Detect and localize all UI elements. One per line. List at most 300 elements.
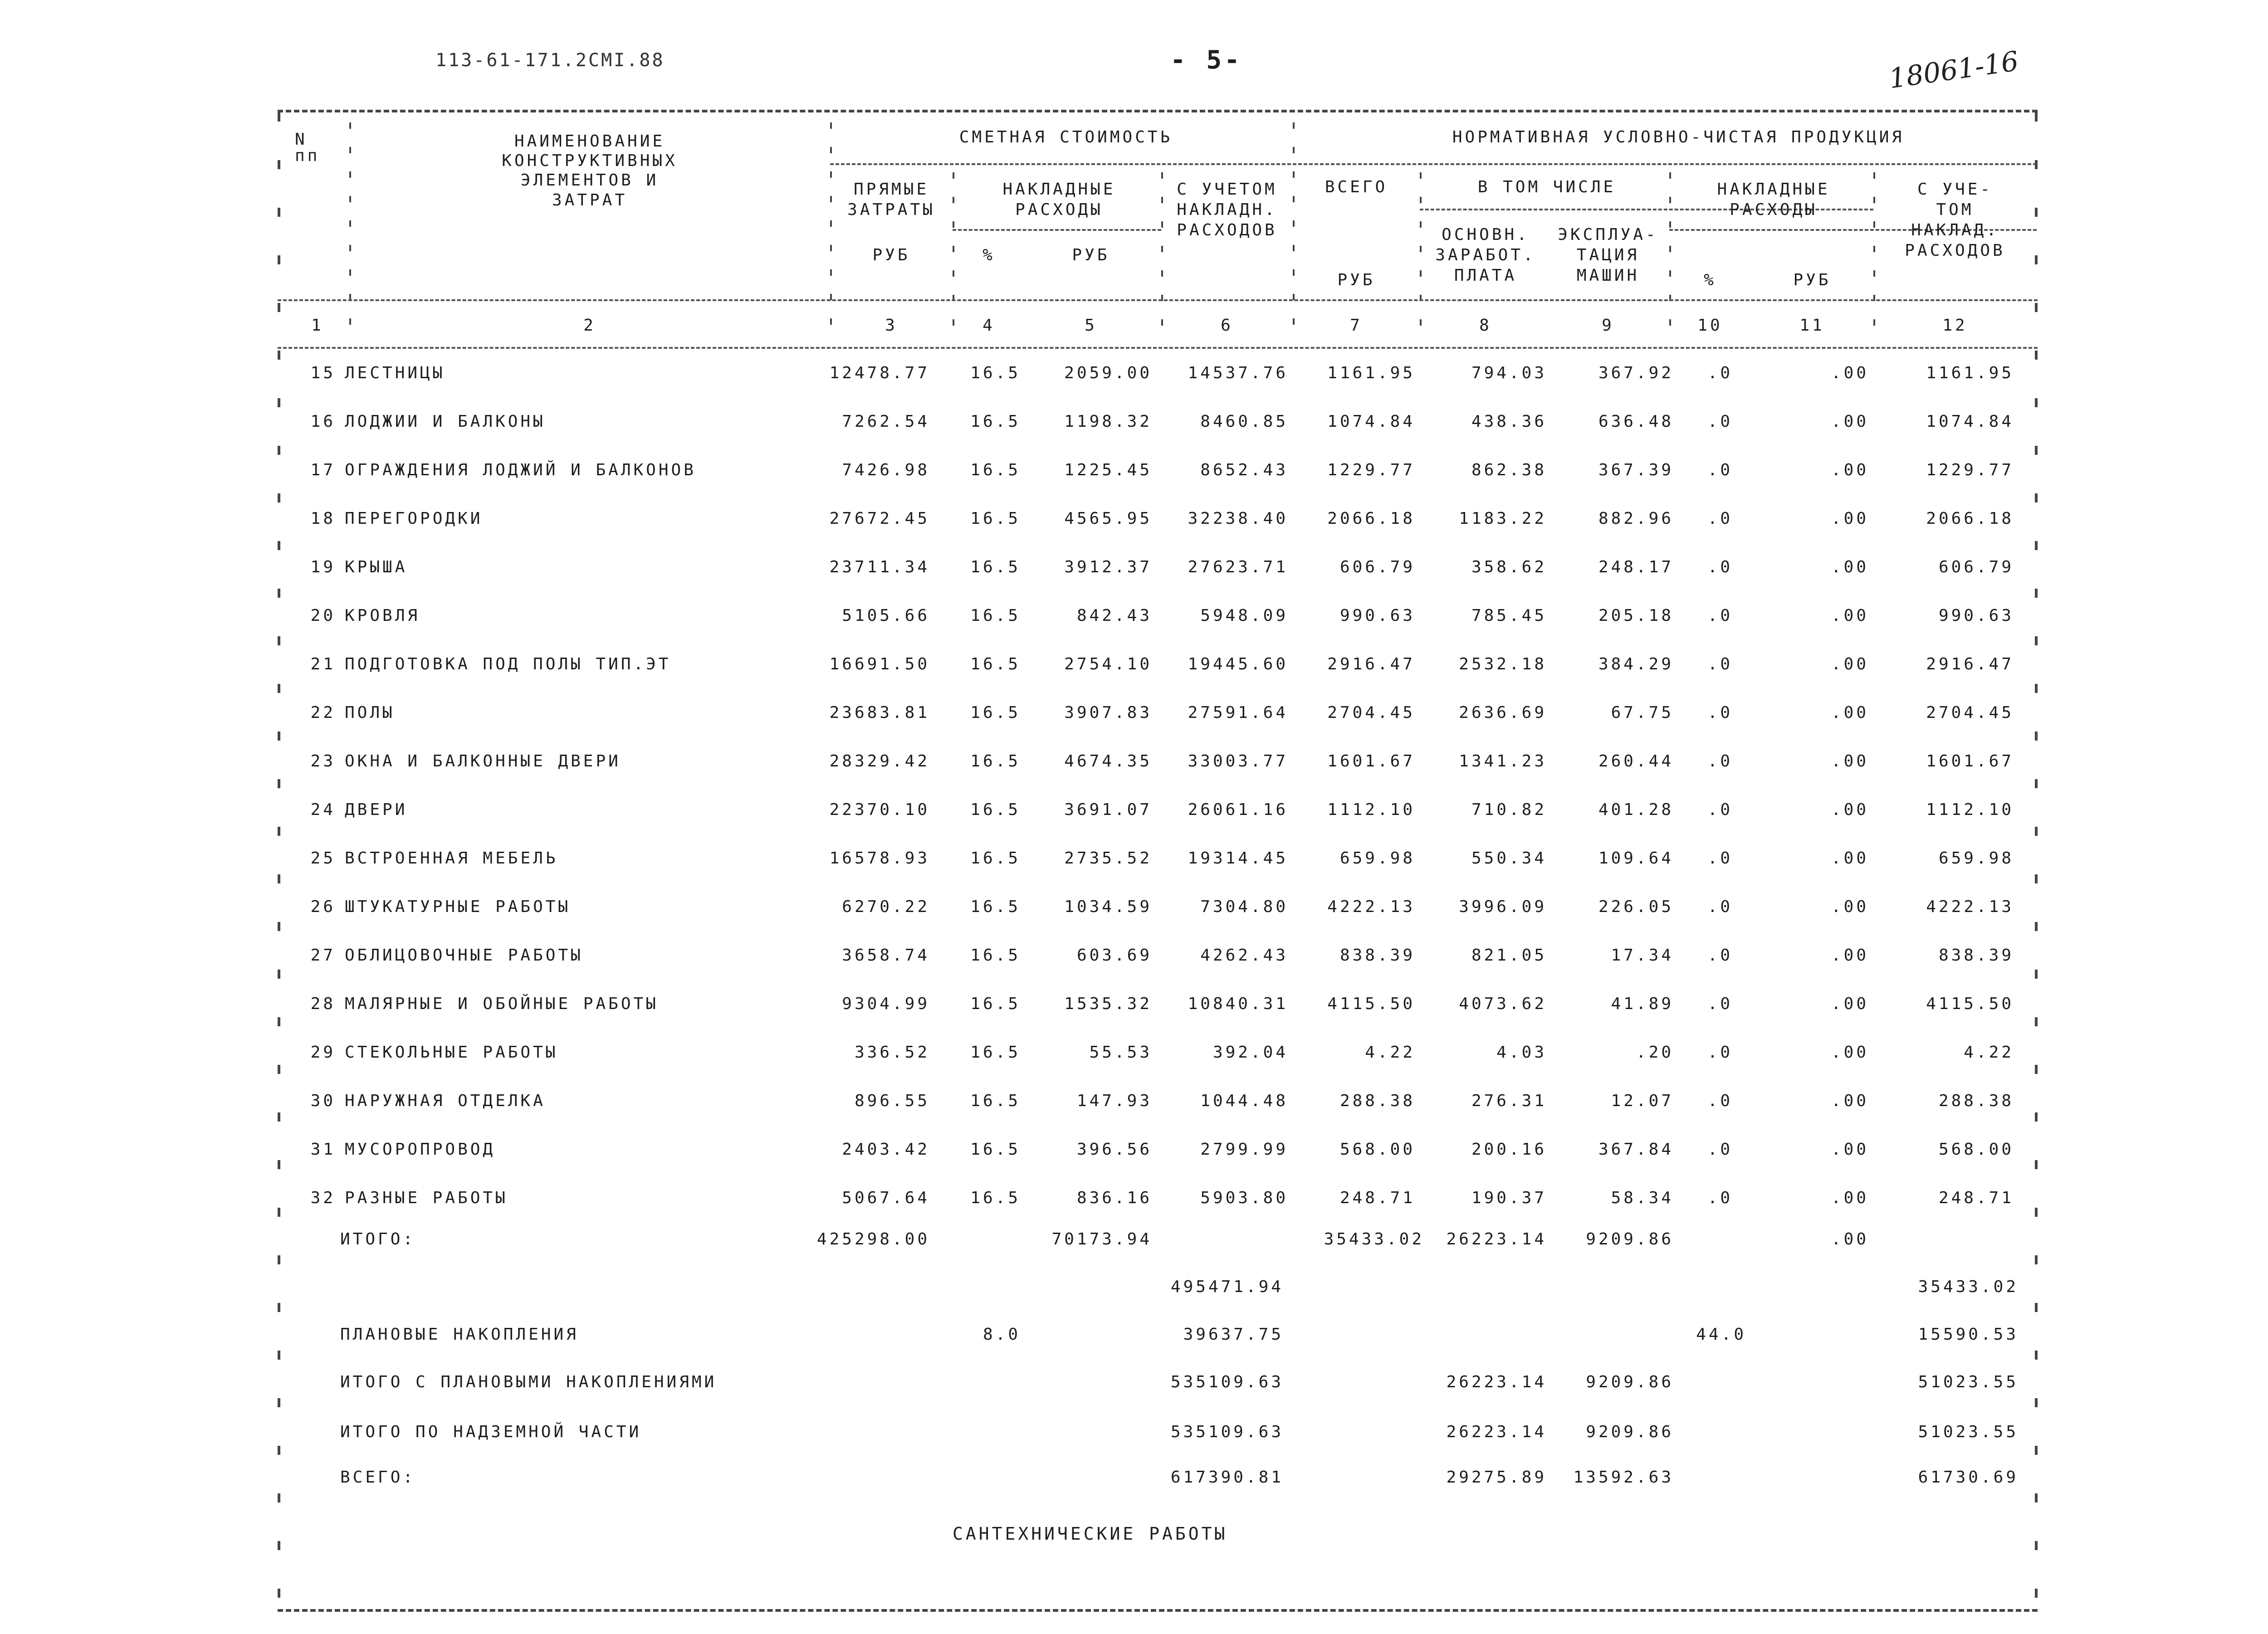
row-machines: 205.18 [1598,606,1674,625]
row-name: ПЕРЕГОРОДКИ [345,509,483,528]
row-number: 27 [310,946,336,965]
row-overhead-pct: 16.5 [970,849,1021,868]
row-number: 28 [310,995,336,1013]
row-name: МУСОРОПРОВОД [345,1140,496,1159]
row-overhead-rub: 1225.45 [1064,461,1152,479]
row-number: 31 [310,1140,336,1159]
header-name: НАИМЕНОВАНИЕ КОНСТРУКТИВНЫХ ЭЛЕМЕНТОВ И ЗАТРАТ [502,132,678,210]
row-with-overhead: 33003.77 [1188,752,1288,771]
row-base-pay: 190.37 [1471,1189,1547,1207]
row-with-overhead: 14537.76 [1188,364,1288,382]
row-overhead-pct: 16.5 [970,655,1021,673]
row-base-pay: 550.34 [1471,849,1547,868]
row-with-overhead: 5903.80 [1200,1189,1288,1207]
itogo-mach: 9209.86 [1586,1230,1674,1249]
header-rule [953,229,1161,233]
row-overhead-pct: 16.5 [970,1140,1021,1159]
row-number: 17 [310,461,336,479]
row-norm-pct: .0 [1707,703,1733,722]
row-norm-rub: .00 [1831,752,1869,771]
row-norm-with: 4222.13 [1926,897,2014,916]
header-rule [278,347,2038,351]
next-section-title: САНТЕХНИЧЕСКИЕ РАБОТЫ [953,1524,1228,1544]
row-overhead-pct: 16.5 [970,752,1021,771]
row-total: 1161.95 [1327,364,1415,382]
row-number: 15 [310,364,336,382]
header-total: ВСЕГО [1325,178,1388,196]
row-base-pay: 785.45 [1471,606,1547,625]
row-machines: 367.39 [1598,461,1674,479]
row-total: 990.63 [1339,606,1415,625]
row-norm-pct: .0 [1707,849,1733,868]
col-separator [349,122,351,336]
row-norm-pct: .0 [1707,752,1733,771]
row-overhead-pct: 16.5 [970,946,1021,965]
row-machines: 58.34 [1611,1189,1674,1207]
row-norm-rub: .00 [1831,1043,1869,1062]
table-row [0,414,2268,441]
table-row [0,1190,2268,1217]
above-norm-with: 51023.55 [1918,1423,2019,1441]
row-overhead-rub: 1535.32 [1064,995,1152,1013]
row-norm-with: 2916.47 [1926,655,2014,673]
row-number: 25 [310,849,336,868]
row-name: ДВЕРИ [345,800,408,819]
row-direct: 3658.74 [842,946,930,965]
row-with-overhead: 27591.64 [1188,703,1288,722]
row-number: 23 [310,752,336,771]
row-name: МАЛЯРНЫЕ И ОБОЙНЫЕ РАБОТЫ [345,995,659,1013]
row-overhead-rub: 396.56 [1076,1140,1152,1159]
table-row [0,705,2268,732]
row-norm-rub: .00 [1831,946,1869,965]
row-machines: 367.84 [1598,1140,1674,1159]
row-norm-with: 659.98 [1938,849,2014,868]
row-machines: 109.64 [1598,849,1674,868]
column-number: 8 [1479,316,1492,335]
table-row [0,1093,2268,1120]
itogo-plan-label: ИТОГО С ПЛАНОВЫМИ НАКОПЛЕНИЯМИ [340,1373,717,1391]
row-norm-pct: .0 [1707,509,1733,528]
row-direct: 896.55 [854,1092,930,1110]
row-overhead-rub: 55.53 [1089,1043,1152,1062]
row-with-overhead: 32238.40 [1188,509,1288,528]
column-number: 12 [1942,316,1968,335]
row-with-overhead: 5948.09 [1200,606,1288,625]
itogo-pay: 26223.14 [1446,1230,1547,1249]
plan-with-overhead: 39637.75 [1183,1325,1284,1344]
row-norm-rub: .00 [1831,1140,1869,1159]
row-direct: 336.52 [854,1043,930,1062]
header-overhead-pct: % [982,246,995,264]
row-overhead-pct: 16.5 [970,897,1021,916]
grand-label: ВСЕГО: [340,1468,416,1487]
header-direct-unit: РУБ [872,246,910,264]
row-overhead-pct: 16.5 [970,1043,1021,1062]
table-row [0,656,2268,683]
row-norm-pct: .0 [1707,412,1733,431]
row-total: 2066.18 [1327,509,1415,528]
page-number: - 5- [1170,45,1242,75]
row-norm-pct: .0 [1707,1140,1733,1159]
row-total: 4222.13 [1327,897,1415,916]
itogo-plan-norm-with: 51023.55 [1918,1373,2019,1391]
column-number: 9 [1602,316,1614,335]
row-total: 248.71 [1339,1189,1415,1207]
col-separator [1293,122,1295,336]
row-overhead-pct: 16.5 [970,412,1021,431]
header-norm-overhead: НАКЛАДНЫЕ РАСХОДЫ [1717,180,1830,219]
row-direct: 6270.22 [842,897,930,916]
row-with-overhead: 19445.60 [1188,655,1288,673]
header-norm-with: С УЧЕ- ТОМ НАКЛАД. РАСХОДОВ [1905,180,2005,260]
row-base-pay: 2532.18 [1459,655,1547,673]
column-number: 2 [583,316,596,335]
row-direct: 16578.93 [829,849,930,868]
row-total: 606.79 [1339,558,1415,576]
row-with-overhead: 1044.48 [1200,1092,1288,1110]
row-norm-pct: .0 [1707,995,1733,1013]
row-norm-pct: .0 [1707,655,1733,673]
row-overhead-rub: 3912.37 [1064,558,1152,576]
table-row [0,802,2268,829]
itogo-label: ИТОГО: [340,1230,416,1249]
above-label: ИТОГО ПО НАДЗЕМНОЙ ЧАСТИ [340,1423,642,1441]
col-separator [953,172,954,336]
row-norm-rub: .00 [1831,1092,1869,1110]
row-base-pay: 358.62 [1471,558,1547,576]
header-overhead-rub: РУБ [1072,246,1110,264]
row-norm-rub: .00 [1831,703,1869,722]
row-norm-with: 838.39 [1938,946,2014,965]
row-machines: 41.89 [1611,995,1674,1013]
row-norm-pct: .0 [1707,461,1733,479]
row-direct: 9304.99 [842,995,930,1013]
row-base-pay: 276.31 [1471,1092,1547,1110]
row-direct: 5105.66 [842,606,930,625]
row-direct: 23683.81 [829,703,930,722]
row-name: КРЫША [345,558,408,576]
row-base-pay: 1341.23 [1459,752,1547,771]
row-overhead-pct: 16.5 [970,509,1021,528]
row-direct: 27672.45 [829,509,930,528]
grand-with-overhead: 617390.81 [1170,1468,1284,1487]
row-overhead-pct: 16.5 [970,800,1021,819]
row-with-overhead: 8460.85 [1200,412,1288,431]
plan-norm-with: 15590.53 [1918,1325,2019,1344]
row-overhead-pct: 16.5 [970,1189,1021,1207]
itogo-plan-pay: 26223.14 [1446,1373,1547,1391]
row-overhead-rub: 2059.00 [1064,364,1152,382]
row-machines: 17.34 [1611,946,1674,965]
itogo-direct: 425298.00 [816,1230,930,1249]
row-overhead-rub: 1198.32 [1064,412,1152,431]
row-norm-rub: .00 [1831,897,1869,916]
itogo-total: 35433.02 [1324,1230,1424,1249]
row-norm-with: 1161.95 [1926,364,2014,382]
row-direct: 22370.10 [829,800,930,819]
row-total: 1601.67 [1327,752,1415,771]
row-norm-pct: .0 [1707,558,1733,576]
handwritten-number: 18061-16 [1887,45,2021,95]
row-overhead-rub: 3691.07 [1064,800,1152,819]
col-separator [1420,172,1422,336]
row-with-overhead: 8652.43 [1200,461,1288,479]
row-norm-pct: .0 [1707,800,1733,819]
row-direct: 2403.42 [842,1140,930,1159]
row-overhead-pct: 16.5 [970,558,1021,576]
row-with-overhead: 26061.16 [1188,800,1288,819]
row-with-overhead: 392.04 [1212,1043,1288,1062]
header-total-unit: РУБ [1337,271,1375,289]
itogo-overhead: 70173.94 [1051,1230,1152,1249]
row-overhead-rub: 1034.59 [1064,897,1152,916]
above-mach: 9209.86 [1586,1423,1674,1441]
row-base-pay: 2636.69 [1459,703,1547,722]
column-number: 3 [885,316,898,335]
table-row [0,996,2268,1023]
row-overhead-rub: 2735.52 [1064,849,1152,868]
itogo-nrub: .00 [1831,1230,1869,1249]
row-norm-rub: .00 [1831,849,1869,868]
above-with-overhead: 535109.63 [1170,1423,1284,1441]
header-overhead: НАКЛАДНЫЕ РАСХОДЫ [1002,180,1116,219]
row-norm-rub: .00 [1831,606,1869,625]
row-name: ПОЛЫ [345,703,395,722]
table-row [0,899,2268,926]
plan-label: ПЛАНОВЫЕ НАКОПЛЕНИЯ [340,1325,579,1344]
row-overhead-rub: 2754.10 [1064,655,1152,673]
row-base-pay: 200.16 [1471,1140,1547,1159]
row-base-pay: 1183.22 [1459,509,1547,528]
row-overhead-rub: 3907.83 [1064,703,1152,722]
row-name: КРОВЛЯ [345,606,420,625]
row-machines: 67.75 [1611,703,1674,722]
table-row [0,511,2268,538]
row-norm-rub: .00 [1831,995,1869,1013]
row-number: 19 [310,558,336,576]
row-with-overhead: 2799.99 [1200,1140,1288,1159]
row-name: ШТУКАТУРНЫЕ РАБОТЫ [345,897,571,916]
row-norm-with: 248.71 [1938,1189,2014,1207]
row-overhead-pct: 16.5 [970,364,1021,382]
row-total: 1112.10 [1327,800,1415,819]
row-norm-with: 2066.18 [1926,509,2014,528]
row-name: СТЕКОЛЬНЫЕ РАБОТЫ [345,1043,558,1062]
row-overhead-rub: 836.16 [1076,1189,1152,1207]
grand-pay: 29275.89 [1446,1468,1547,1487]
row-total: 2916.47 [1327,655,1415,673]
row-machines: 226.05 [1598,897,1674,916]
row-total: 568.00 [1339,1140,1415,1159]
row-number: 16 [310,412,336,431]
row-overhead-rub: 603.69 [1076,946,1152,965]
col-separator [830,122,832,336]
row-name: РАЗНЫЕ РАБОТЫ [345,1189,508,1207]
row-name: ЛЕСТНИЦЫ [345,364,445,382]
header-rule [278,299,2038,303]
row-number: 29 [310,1043,336,1062]
row-number: 26 [310,897,336,916]
header-with-overhead: С УЧЕТОМ НАКЛАДН. РАСХОДОВ [1177,180,1277,239]
row-overhead-pct: 16.5 [970,606,1021,625]
row-norm-rub: .00 [1831,412,1869,431]
row-direct: 16691.50 [829,655,930,673]
row-name: ОКНА И БАЛКОННЫЕ ДВЕРИ [345,752,621,771]
row-machines: 260.44 [1598,752,1674,771]
column-number: 4 [982,316,995,335]
row-norm-with: 1112.10 [1926,800,2014,819]
column-number: 1 [311,316,324,335]
plan-norm-pct: 44.0 [1696,1325,1746,1344]
row-norm-rub: .00 [1831,364,1869,382]
row-base-pay: 821.05 [1471,946,1547,965]
header-group-cost: СМЕТНАЯ СТОИМОСТЬ [959,128,1173,146]
row-norm-with: 568.00 [1938,1140,2014,1159]
above-pay: 26223.14 [1446,1423,1547,1441]
col-separator [1873,172,1875,336]
row-base-pay: 862.38 [1471,461,1547,479]
header-norm-rub: РУБ [1793,271,1831,289]
table-row [0,365,2268,392]
table-row [0,947,2268,975]
row-total: 1074.84 [1327,412,1415,431]
row-number: 18 [310,509,336,528]
row-norm-with: 2704.45 [1926,703,2014,722]
row-machines: 882.96 [1598,509,1674,528]
row-base-pay: 4073.62 [1459,995,1547,1013]
row-norm-with: 4.22 [1964,1043,2014,1062]
row-norm-rub: .00 [1831,509,1869,528]
column-number: 5 [1085,316,1097,335]
row-with-overhead: 4262.43 [1200,946,1288,965]
row-norm-rub: .00 [1831,461,1869,479]
plan-pct: 8.0 [982,1325,1021,1344]
row-name: ОГРАЖДЕНИЯ ЛОДЖИЙ И БАЛКОНОВ [345,461,696,479]
row-norm-pct: .0 [1707,1189,1733,1207]
row-base-pay: 4.03 [1496,1043,1547,1062]
row-total: 4115.50 [1327,995,1415,1013]
row-overhead-rub: 4565.95 [1064,509,1152,528]
row-direct: 7426.98 [842,461,930,479]
row-machines: .20 [1636,1043,1674,1062]
row-norm-pct: .0 [1707,1092,1733,1110]
row-total: 838.39 [1339,946,1415,965]
sum-with-overhead: 495471.94 [1170,1278,1284,1296]
row-norm-with: 1229.77 [1926,461,2014,479]
row-name: ПОДГОТОВКА ПОД ПОЛЫ ТИП.ЭТ [345,655,671,673]
row-total: 659.98 [1339,849,1415,868]
header-base-pay: ОСНОВН. ЗАРАБОТ. ПЛАТА [1435,225,1536,285]
table-row [0,462,2268,489]
grand-mach: 13592.63 [1573,1468,1674,1487]
column-number: 7 [1350,316,1363,335]
row-machines: 367.92 [1598,364,1674,382]
column-number: 6 [1221,316,1233,335]
row-name: НАРУЖНАЯ ОТДЕЛКА [345,1092,546,1110]
row-norm-with: 990.63 [1938,606,2014,625]
row-name: ВСТРОЕННАЯ МЕБЕЛЬ [345,849,558,868]
row-direct: 12478.77 [829,364,930,382]
row-norm-with: 1601.67 [1926,752,2014,771]
row-norm-pct: .0 [1707,1043,1733,1062]
row-total: 1229.77 [1327,461,1415,479]
row-norm-rub: .00 [1831,800,1869,819]
row-machines: 12.07 [1611,1092,1674,1110]
row-overhead-pct: 16.5 [970,995,1021,1013]
row-number: 30 [310,1092,336,1110]
column-number: 10 [1697,316,1723,335]
row-with-overhead: 27623.71 [1188,558,1288,576]
document-ref: 113-61-171.2СМI.88 [435,50,665,71]
row-overhead-pct: 16.5 [970,1092,1021,1110]
row-base-pay: 438.36 [1471,412,1547,431]
row-number: 20 [310,606,336,625]
grand-norm-with: 61730.69 [1918,1468,2019,1487]
row-base-pay: 710.82 [1471,800,1547,819]
row-norm-rub: .00 [1831,1189,1869,1207]
row-norm-pct: .0 [1707,364,1733,382]
row-direct: 28329.42 [829,752,930,771]
row-total: 288.38 [1339,1092,1415,1110]
row-norm-rub: .00 [1831,655,1869,673]
row-number: 24 [310,800,336,819]
header-machines: ЭКСПЛУА- ТАЦИЯ МАШИН [1558,225,1658,285]
table-row [0,753,2268,780]
row-number: 22 [310,703,336,722]
row-machines: 384.29 [1598,655,1674,673]
itogo-plan-with-overhead: 535109.63 [1170,1373,1284,1391]
table-row [0,1141,2268,1169]
row-overhead-rub: 147.93 [1076,1092,1152,1110]
row-machines: 401.28 [1598,800,1674,819]
row-number: 21 [310,655,336,673]
header-group-norm: НОРМАТИВНАЯ УСЛОВНО-ЧИСТАЯ ПРОДУКЦИЯ [1452,128,1905,146]
header-norm-pct: % [1704,271,1716,289]
row-with-overhead: 7304.80 [1200,897,1288,916]
header-direct: ПРЯМЫЕ ЗАТРАТЫ [847,180,935,219]
row-overhead-rub: 4674.35 [1064,752,1152,771]
table-row [0,559,2268,586]
row-base-pay: 794.03 [1471,364,1547,382]
row-with-overhead: 19314.45 [1188,849,1288,868]
header-no: N пп [295,130,320,165]
row-name: ОБЛИЦОВОЧНЫЕ РАБОТЫ [345,946,583,965]
header-rule [830,163,2037,167]
row-direct: 23711.34 [829,558,930,576]
col-separator [1669,172,1671,336]
row-norm-pct: .0 [1707,946,1733,965]
row-norm-with: 288.38 [1938,1092,2014,1110]
row-overhead-rub: 842.43 [1076,606,1152,625]
row-total: 4.22 [1365,1043,1415,1062]
row-overhead-pct: 16.5 [970,461,1021,479]
row-with-overhead: 10840.31 [1188,995,1288,1013]
table-row [0,608,2268,635]
row-norm-with: 4115.50 [1926,995,2014,1013]
sum-norm-with: 35433.02 [1918,1278,2019,1296]
header-incl: В ТОМ ЧИСЛЕ [1477,178,1616,196]
row-machines: 636.48 [1598,412,1674,431]
row-name: ЛОДЖИИ И БАЛКОНЫ [345,412,546,431]
row-norm-with: 606.79 [1938,558,2014,576]
row-norm-with: 1074.84 [1926,412,2014,431]
itogo-plan-mach: 9209.86 [1586,1373,1674,1391]
row-norm-pct: .0 [1707,606,1733,625]
row-norm-pct: .0 [1707,897,1733,916]
table-row [0,1044,2268,1072]
table-row [0,850,2268,878]
